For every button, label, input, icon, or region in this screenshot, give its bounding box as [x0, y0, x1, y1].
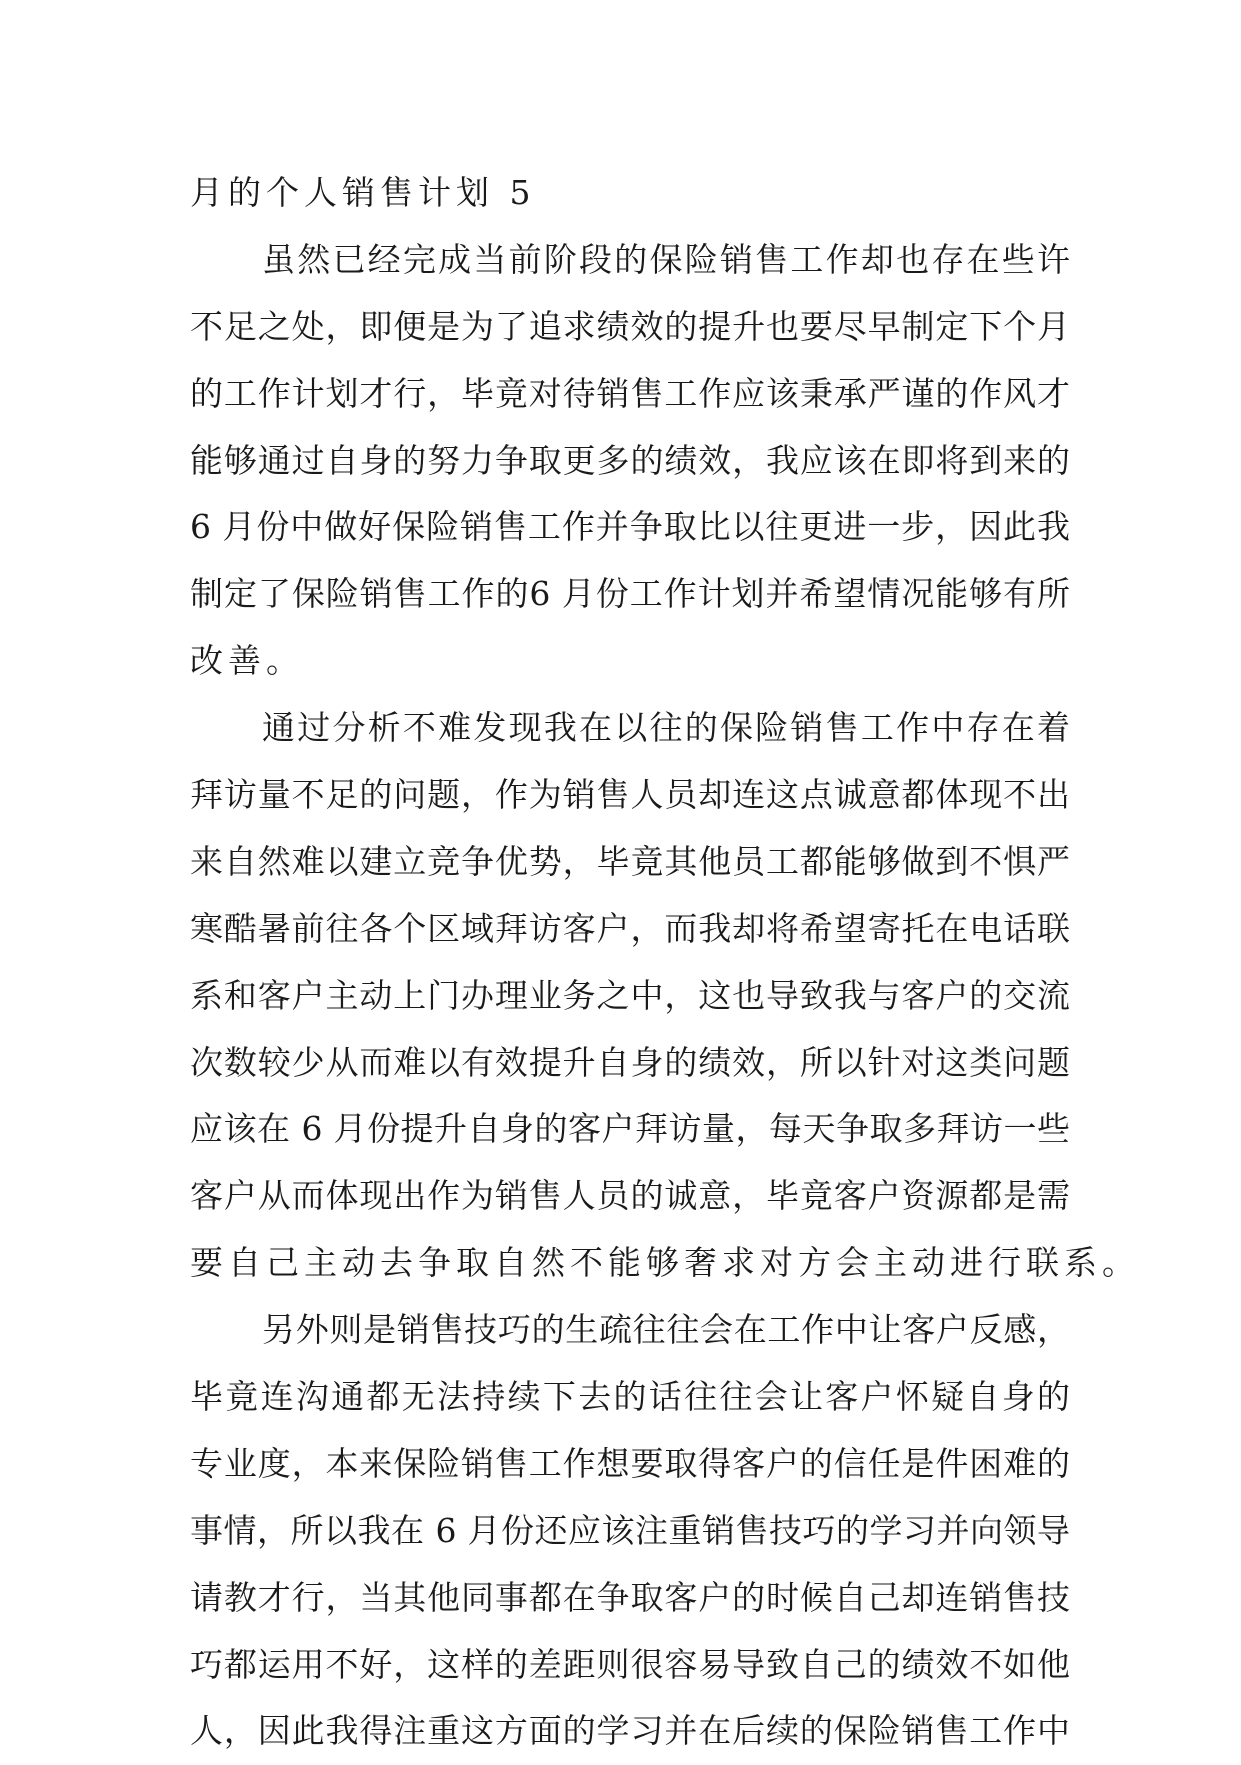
paragraph-2 — [190, 695, 1140, 1297]
paragraph-line: 通过分析不难发现我在以往的保险销售工作中存在着 — [262, 708, 1070, 748]
paragraph-3 — [190, 1297, 1070, 1765]
paragraph-line: 人，因此我得注重这方面的学习并在后续的保险销售工作中 — [190, 1711, 1070, 1751]
paragraph-line: 6 月份中做好保险销售工作并争取比以往更进一步，因此我 — [190, 507, 1070, 547]
paragraph-line: 次数较少从而难以有效提升自身的绩效，所以针对这类问题 — [190, 1042, 1070, 1082]
paragraph-line: 要自己主动去争取自然不能够奢求对方会主动进行联系。 — [190, 1243, 1140, 1283]
paragraph-line: 毕竟连沟通都无法持续下去的话往往会让客户怀疑自身的 — [190, 1377, 1070, 1417]
paragraph-line: 客户从而体现出作为销售人员的诚意，毕竟客户资源都是需 — [190, 1176, 1070, 1216]
paragraph-line: 能够通过自身的努力争取更多的绩效，我应该在即将到来的 — [190, 440, 1070, 480]
paragraph-line: 改善。 — [190, 641, 304, 681]
paragraph-line: 虽然已经完成当前阶段的保险销售工作却也存在些许 — [262, 239, 1070, 279]
paragraph-line: 拜访量不足的问题，作为销售人员却连这点诚意都体现不出 — [190, 775, 1070, 815]
document-heading: 月的个人销售计划 5 — [190, 173, 536, 212]
paragraph-line: 系和客户主动上门办理业务之中，这也导致我与客户的交流 — [190, 975, 1070, 1015]
paragraph-1 — [190, 227, 1070, 695]
paragraph-line: 另外则是销售技巧的生疏往往会在工作中让客户反感， — [262, 1310, 1070, 1350]
paragraph-line: 巧都运用不好，这样的差距则很容易导致自己的绩效不如他 — [190, 1644, 1070, 1684]
paragraph-line: 应该在 6 月份提升自身的客户拜访量，每天争取多拜访一些 — [190, 1109, 1070, 1149]
paragraph-line: 来自然难以建立竞争优势，毕竟其他员工都能够做到不惧严 — [190, 841, 1070, 881]
paragraph-line: 请教才行，当其他同事都在争取客户的时候自己却连销售技 — [190, 1577, 1070, 1617]
paragraph-line: 的工作计划才行，毕竟对待销售工作应该秉承严谨的作风才 — [190, 373, 1070, 413]
paragraph-line: 事情，所以我在 6 月份还应该注重销售技巧的学习并向领导 — [190, 1510, 1070, 1550]
paragraph-line: 寒酷暑前往各个区域拜访客户，而我却将希望寄托在电话联 — [190, 908, 1070, 948]
document-body — [190, 160, 1140, 1765]
paragraph-line: 制定了保险销售工作的6 月份工作计划并希望情况能够有所 — [190, 574, 1070, 614]
paragraph-line: 不足之处，即便是为了追求绩效的提升也要尽早制定下个月 — [190, 306, 1070, 346]
paragraph-line: 专业度，本来保险销售工作想要取得客户的信任是件困难的 — [190, 1443, 1070, 1483]
